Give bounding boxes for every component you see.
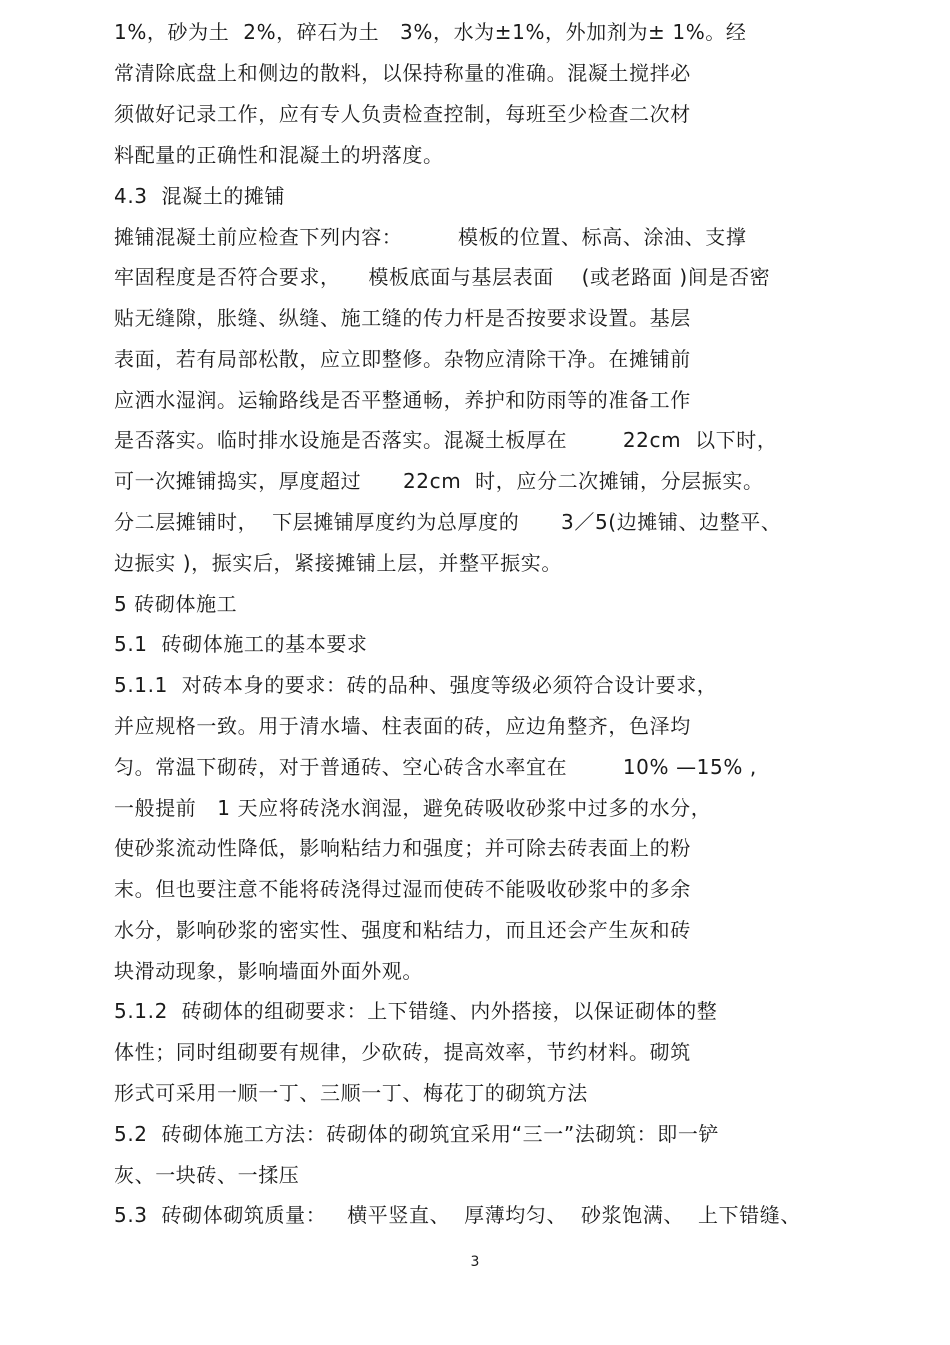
text-line: 5.2 砖砌体施工方法：砖砌体的砌筑宜采用“三一”法砌筑：即一铲: [114, 1122, 720, 1146]
text-line: 5.1.1 对砖本身的要求：砖的品种、强度等级必须符合设计要求，: [114, 673, 718, 697]
text-line: 1%，砂为土 2%，碎石为土 3%，水为±1%，外加剂为± 1%。经: [114, 20, 747, 44]
section-heading: 5.1 砖砌体施工的基本要求: [114, 632, 368, 656]
text-line: 5.1.2 砖砌体的组砌要求：上下错缝、内外搭接，以保证砌体的整: [114, 999, 718, 1023]
text-line: 摊铺混凝土前应检查下列内容： 模板的位置、标高、涂油、支撑: [114, 225, 747, 249]
text-line: 匀。常温下砌砖，对于普通砖、空心砖含水率宜在 10% —15% ,: [114, 755, 757, 779]
text-line: 水分，影响砂浆的密实性、强度和粘结力，而且还会产生灰和砖: [114, 918, 691, 942]
text-line: 使砂浆流动性降低，影响粘结力和强度；并可除去砖表面上的粉: [114, 836, 691, 860]
text-line: 可一次摊铺捣实，厚度超过 22cm 时，应分二次摊铺，分层振实。: [114, 469, 764, 493]
text-line: 末。但也要注意不能将砖浇得过湿而使砖不能吸收砂浆中的多余: [114, 877, 691, 901]
text-line: 灰、一块砖、一揉压: [114, 1163, 300, 1187]
text-line: 分二层摊铺时， 下层摊铺厚度约为总厚度的 3／5(边摊铺、边整平、: [114, 510, 782, 534]
text-line: 体性；同时组砌要有规律，少砍砖，提高效率，节约材料。砌筑: [114, 1040, 691, 1064]
text-line: 须做好记录工作，应有专人负责检查控制，每班至少检查二次材: [114, 102, 691, 126]
text-line: 是否落实。临时排水设施是否落实。混凝土板厚在 22cm 以下时，: [114, 428, 778, 452]
section-heading: 5 砖砌体施工: [114, 592, 238, 616]
text-line: 边振实 )，振实后，紧接摊铺上层，并整平振实。: [114, 551, 562, 575]
text-line: 一般提前 1 天应将砖浇水润湿，避免砖吸收砂浆中过多的水分，: [114, 796, 712, 820]
text-line: 应洒水湿润。运输路线是否平整通畅，养护和防雨等的准备工作: [114, 388, 691, 412]
text-line: 并应规格一致。用于清水墙、柱表面的砖，应边角整齐，色泽均: [114, 714, 691, 738]
text-line: 表面，若有局部松散，应立即整修。杂物应清除干净。在摊铺前: [114, 347, 691, 371]
text-line: 贴无缝隙，胀缝、纵缝、施工缝的传力杆是否按要求设置。基层: [114, 306, 691, 330]
text-line: 块滑动现象，影响墙面外面外观。: [114, 959, 423, 983]
text-line: 5.3 砖砌体砌筑质量： 横平竖直、 厚薄均匀、 砂浆饱满、 上下错缝、: [114, 1203, 801, 1227]
text-line: 牢固程度是否符合要求， 模板底面与基层表面 (或老路面 )间是否密: [114, 265, 771, 289]
text-line: 料配量的正确性和混凝土的坍落度。: [114, 143, 444, 167]
text-line: 常清除底盘上和侧边的散料，以保持称量的准确。混凝土搅拌必: [114, 61, 691, 85]
section-heading: 4.3 混凝土的摊铺: [114, 184, 286, 208]
page-number: 3: [470, 1254, 480, 1270]
text-line: 形式可采用一顺一丁、三顺一丁、梅花丁的砌筑方法: [114, 1081, 588, 1105]
